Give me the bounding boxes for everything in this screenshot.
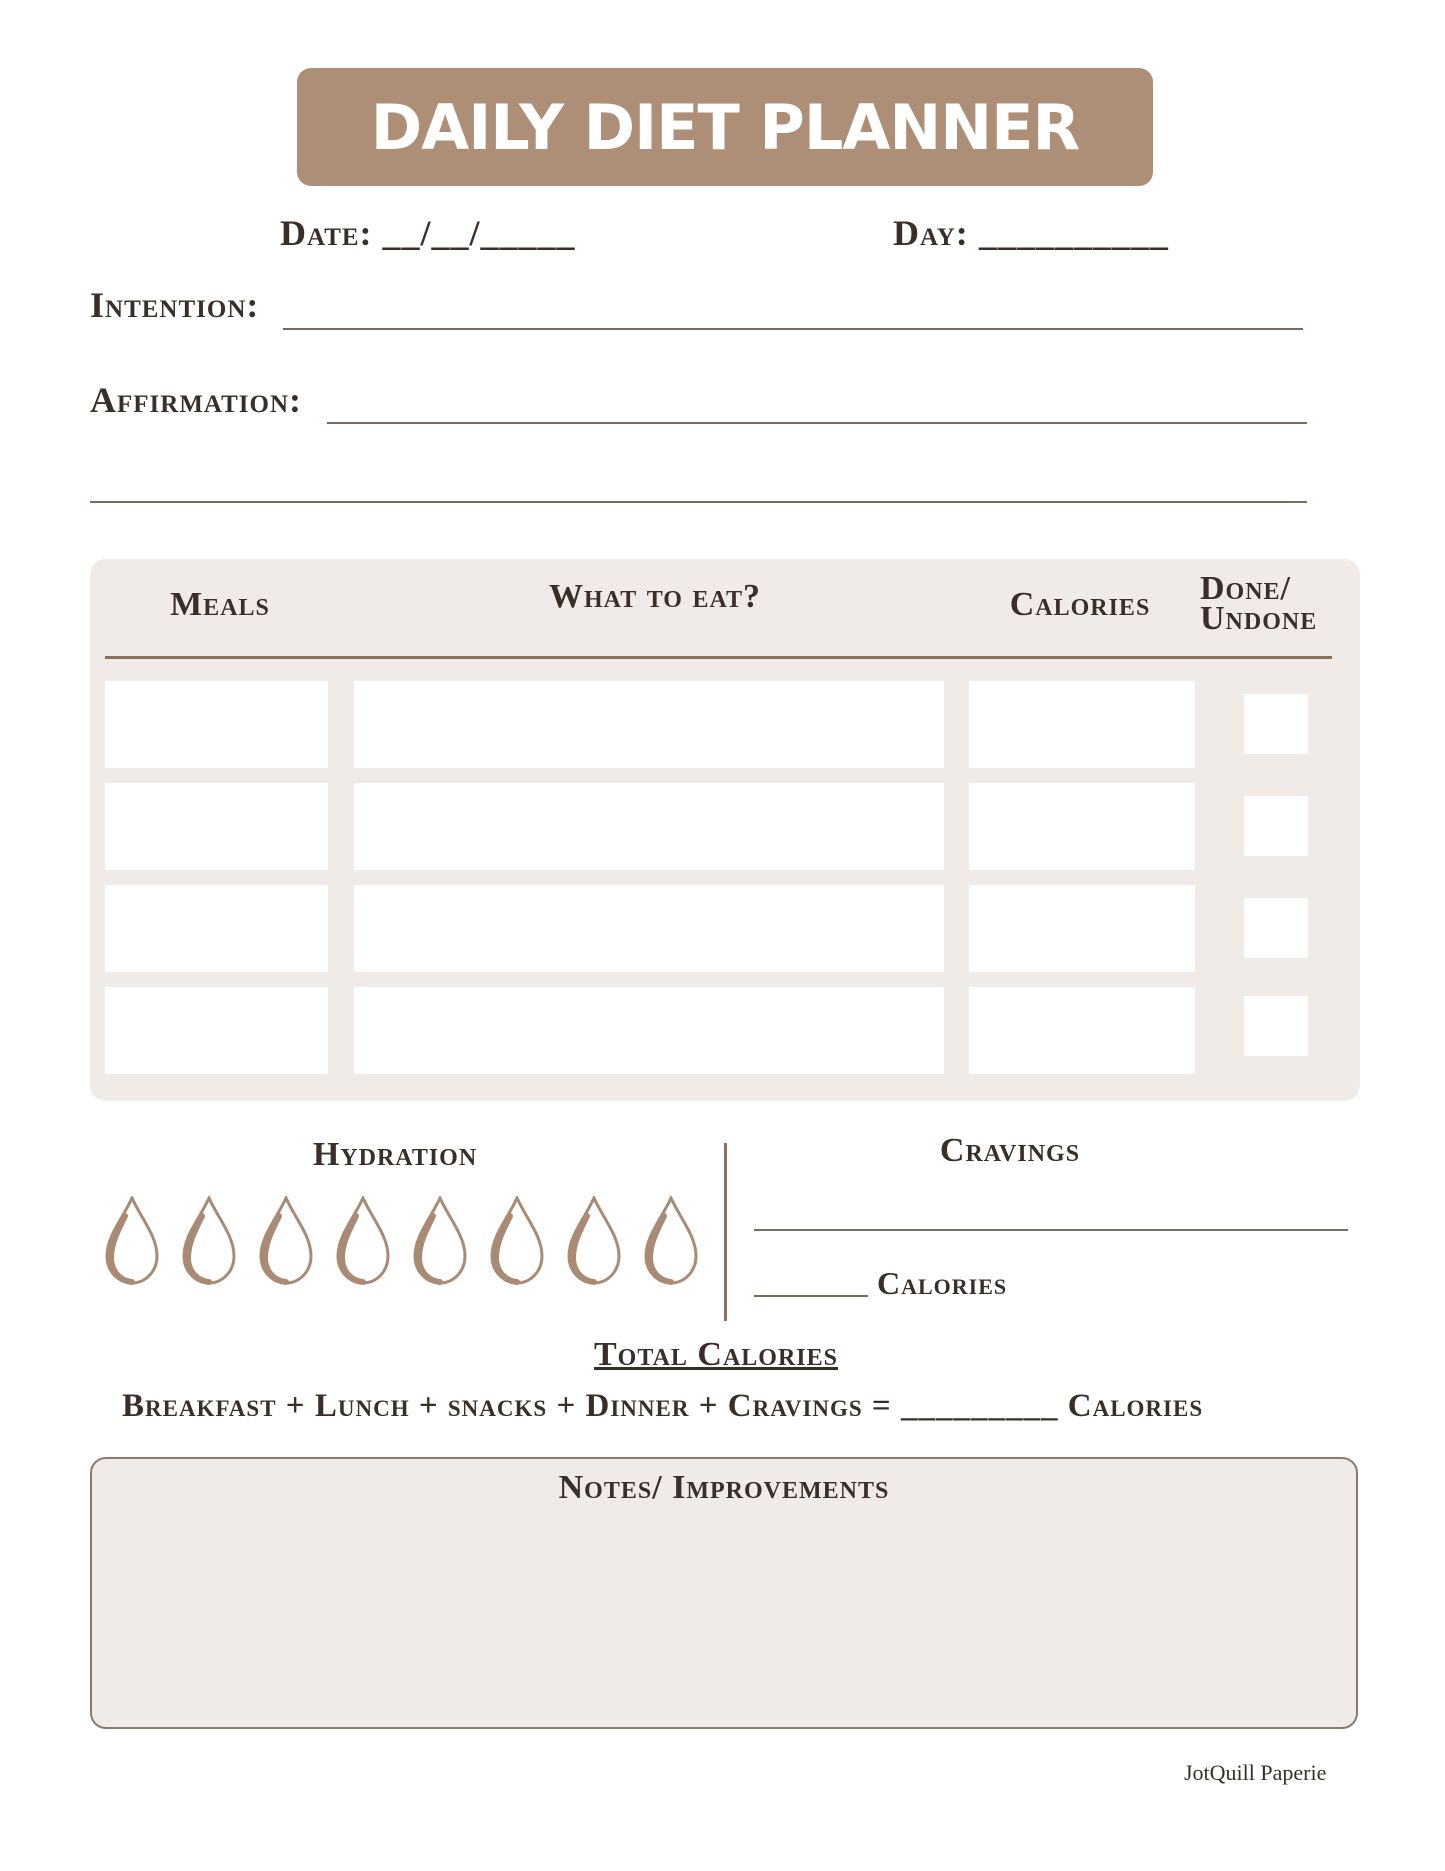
meal-cell[interactable] bbox=[105, 783, 328, 870]
total-calories-field[interactable]: _________ bbox=[901, 1388, 1059, 1424]
day-field[interactable]: __________ bbox=[978, 213, 1169, 253]
header-divider bbox=[105, 656, 1332, 659]
brand-text: JotQuill Paperie bbox=[1184, 1760, 1327, 1785]
water-drop-icon[interactable] bbox=[565, 1196, 623, 1286]
intention-line[interactable] bbox=[283, 328, 1303, 330]
what-to-eat-cell[interactable] bbox=[354, 987, 944, 1074]
date-field[interactable]: __/__/_____ bbox=[382, 213, 576, 253]
hydration-label: Hydration bbox=[312, 1136, 478, 1173]
formula-suffix: Calories bbox=[1067, 1388, 1204, 1424]
affirmation-line[interactable] bbox=[327, 422, 1307, 424]
section-divider bbox=[724, 1143, 727, 1321]
water-drop-icon[interactable] bbox=[103, 1196, 161, 1286]
header-done-undone bbox=[1200, 570, 1350, 637]
cravings-line[interactable] bbox=[754, 1229, 1348, 1231]
water-drop-icon[interactable] bbox=[334, 1196, 392, 1286]
calories-cell[interactable] bbox=[969, 681, 1195, 768]
notes-label: Notes/ Improvements bbox=[558, 1469, 890, 1506]
calories-cell[interactable] bbox=[969, 783, 1195, 870]
day-row bbox=[893, 212, 1169, 254]
water-drop-icon[interactable] bbox=[180, 1196, 238, 1286]
total-calories-formula bbox=[122, 1388, 1342, 1425]
meal-cell[interactable] bbox=[105, 885, 328, 972]
what-to-eat-cell[interactable] bbox=[354, 783, 944, 870]
done-checkbox[interactable] bbox=[1244, 796, 1308, 856]
meal-cell[interactable] bbox=[105, 681, 328, 768]
header-what-to-eat: What to eat? bbox=[548, 578, 762, 615]
header-done-line1: Done/ bbox=[1200, 570, 1292, 607]
calories-cell[interactable] bbox=[969, 987, 1195, 1074]
water-drop-icon[interactable] bbox=[488, 1196, 546, 1286]
intention-label: Intention: bbox=[90, 285, 260, 325]
notes-box[interactable] bbox=[90, 1457, 1358, 1729]
meal-cell[interactable] bbox=[105, 987, 328, 1074]
date-label: Date: bbox=[280, 213, 373, 253]
date-row bbox=[280, 212, 576, 254]
day-label: Day: bbox=[893, 213, 969, 253]
total-calories-heading: Total Calories bbox=[594, 1336, 839, 1373]
calories-cell[interactable] bbox=[969, 885, 1195, 972]
done-checkbox[interactable] bbox=[1244, 694, 1308, 754]
header-meals: Meals bbox=[170, 586, 270, 623]
cravings-calories-field[interactable] bbox=[754, 1295, 868, 1297]
done-checkbox[interactable] bbox=[1244, 996, 1308, 1056]
header-done-line2: Undone bbox=[1200, 600, 1318, 637]
affirmation-label: Affirmation: bbox=[90, 380, 303, 420]
cravings-calories-label: Calories bbox=[877, 1265, 1008, 1301]
page-title: DAILY DIET PLANNER bbox=[370, 90, 1080, 164]
what-to-eat-cell[interactable] bbox=[354, 885, 944, 972]
water-drop-icon[interactable] bbox=[257, 1196, 315, 1286]
formula-text: Breakfast + Lunch + snacks + Dinner + Cravings = bbox=[122, 1388, 901, 1424]
what-to-eat-cell[interactable] bbox=[354, 681, 944, 768]
done-checkbox[interactable] bbox=[1244, 898, 1308, 958]
water-drop-icon[interactable] bbox=[411, 1196, 469, 1286]
water-drop-icon[interactable] bbox=[642, 1196, 700, 1286]
header-calories: Calories bbox=[1009, 586, 1151, 623]
affirmation-line-2[interactable] bbox=[90, 501, 1307, 503]
cravings-label: Cravings bbox=[939, 1132, 1081, 1169]
title-banner bbox=[297, 68, 1153, 186]
